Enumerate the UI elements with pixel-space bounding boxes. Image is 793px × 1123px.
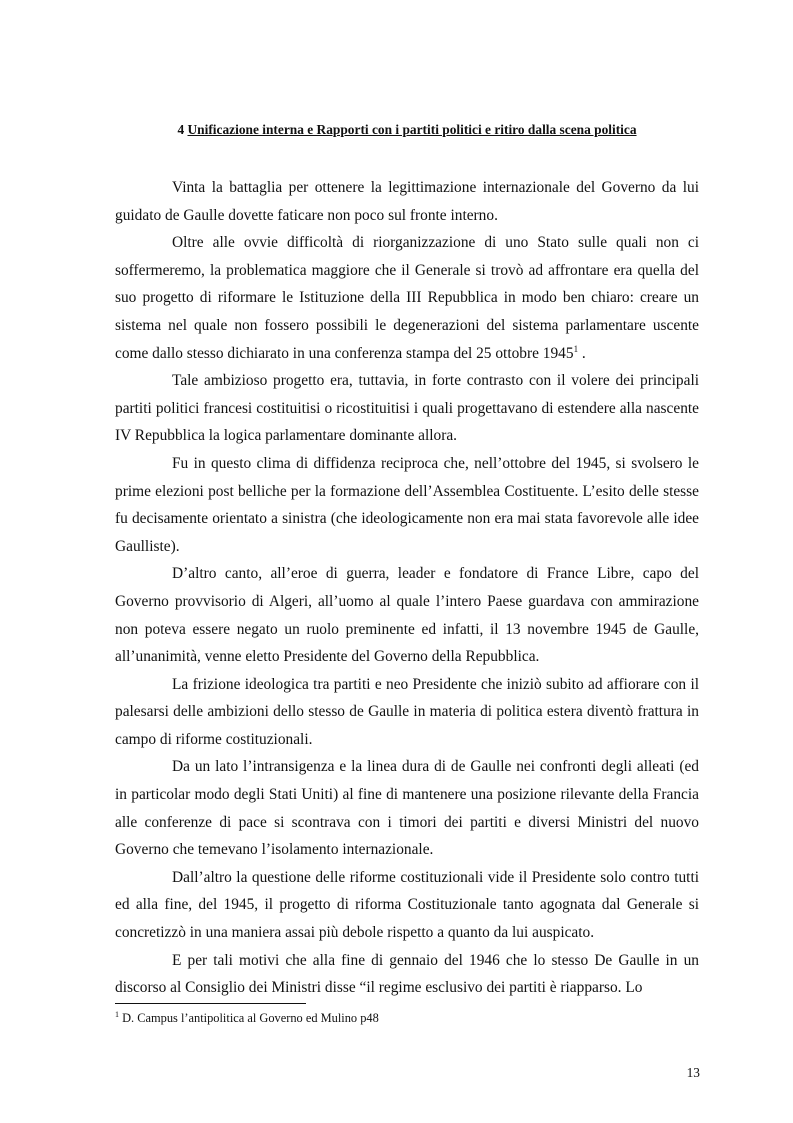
paragraph-2 [115, 229, 699, 367]
page-number: 13 [686, 1065, 700, 1080]
paragraph-4: Fu in questo clima di diffidenza reciproca che, nell’ottobre del 1945, si svolsero le prime elezioni post belliche per la formazione dell’Assemblea Costituente. L’esito delle stesse fu decisamente orientato a sinistra (che ideologicamente non era mai stata favorevole alle idee Gaulliste). [115, 454, 699, 555]
footnote [115, 1011, 379, 1026]
section-title: Unificazione interna e Rapporti con i partiti politici e ritiro dalla scena politica [187, 122, 637, 137]
section-number: 4 [177, 122, 185, 137]
footnote-divider [115, 1003, 306, 1004]
paragraph-3: Tale ambizioso progetto era, tuttavia, in forte contrasto con il volere dei principali partiti politici francesi costituitisi o ricostituitisi i quali progettavano di estendere alla nascente IV Repubblica la logica parlamentare dominante allora. [115, 372, 699, 445]
section-heading [115, 122, 699, 138]
paragraph-7: Da un lato l’intransigenza e la linea dura di de Gaulle nei confronti degli alleati (ed in particolar modo degli Stati Uniti) al fine di mantenere una posizione rilevante della Francia alle conferenze di pace si scontrava con i timori dei partiti e diversi Ministri del nuovo Governo che temevano l’isolamento internazionale. [115, 758, 699, 859]
paragraph-2-text: Oltre alle ovvie difficoltà di riorganizzazione di uno Stato sulle quali non ci soffermeremo, la problematica maggiore che il Generale si trovò ad affrontare era quella del suo progetto di riformare le Istituzione della III Repubblica in modo ben chiaro: creare un sistema nel quale non fossero possibili le degenerazioni del sistema parlamentare uscente come dallo stesso dichiarato in una conferenza stampa del 25 ottobre 1945 [115, 234, 699, 362]
paragraph-5: D’altro canto, all’eroe di guerra, leader e fondatore di France Libre, capo del Governo provvisorio di Algeri, all’uomo al quale l’intero Paese guardava con ammirazione non poteva essere negato un ruolo preminente ed infatti, il 13 novembre 1945 de Gaulle, all’unanimità, venne eletto Presidente del Governo della Repubblica. [115, 565, 699, 666]
paragraph-2-suffix: . [578, 344, 586, 362]
paragraph-1: Vinta la battaglia per ottenere la legittimazione internazionale del Governo da lui guidato de Gaulle dovette faticare non poco sul fronte interno. [115, 179, 699, 224]
body-text [115, 174, 699, 1002]
paragraph-9: E per tali motivi che alla fine di gennaio del 1946 che lo stesso De Gaulle in un discorso al Consiglio dei Ministri disse “il regime esclusivo dei partiti è riapparso. Lo [115, 951, 699, 997]
paragraph-6: La frizione ideologica tra partiti e neo Presidente che iniziò subito ad affiorare con il palesarsi delle ambizioni dello stesso de Gaulle in materia di politica estera diventò frattura in campo di riforme costituzionali. [115, 675, 699, 748]
footnote-text: D. Campus l’antipolitica al Governo ed Mulino p48 [119, 1011, 379, 1025]
footnote-marker: 1 [115, 1009, 119, 1019]
paragraph-8: Dall’altro la questione delle riforme costituzionali vide il Presidente solo contro tutti ed alla fine, del 1945, il progetto di riforma Costituzionale tanto agognata dal Generale si concretizzò in una maniera assai più debole rispetto a quanto da lui auspicato. [115, 868, 699, 942]
footnote-reference[interactable]: 1 [573, 343, 579, 354]
